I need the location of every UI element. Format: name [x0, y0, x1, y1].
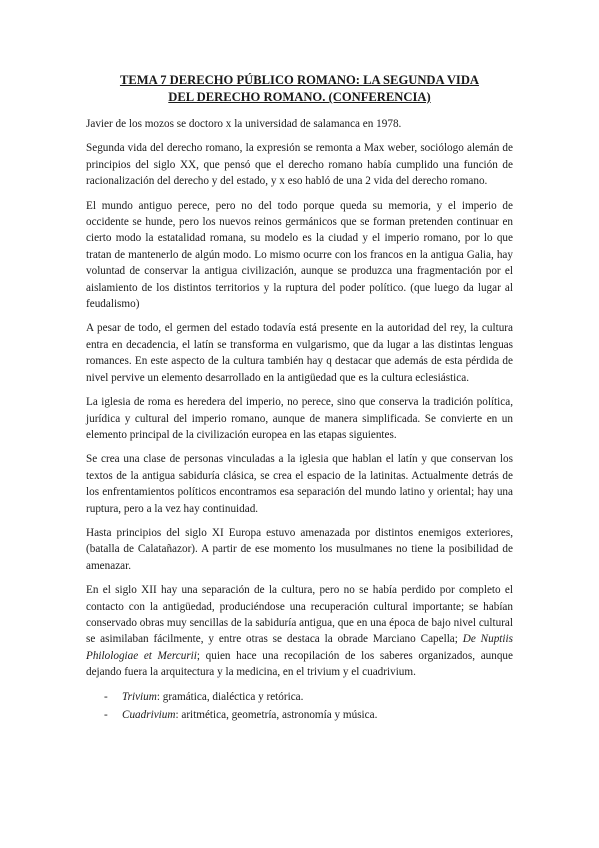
list-dash: - [104, 709, 108, 721]
paragraph-siglo-xi: Hasta principios del siglo XI Europa estuvo amenazada por distintos enemigos exteriores, (batalla de Calatañazor). A partir de ese momento los musulmanes no tiene la posibilidad de amenazar. [86, 526, 513, 572]
list-dash: - [104, 690, 108, 703]
list-term-trivium: Trivium [122, 690, 157, 703]
paragraph-mundo-antiguo: El mundo antiguo perece, pero no del todo porque queda su memoria, y el imperio de occidente se hunde, pero los nuevos reinos germánicos que se forman pretenden continuar en cierto modo la estatalidad romana, su modelo es la ciudad y el imperio romano, por lo que tratan de mantenerlo de algún modo. Lo mismo ocurre con los francos en la antigua Galia, hay voluntad de conservar la antigua civilización, aunque se produzca una fragmentación por el aislamiento de los distintos territorios y la ruptura del poder político. (que luego da lugar al feudalismo) [86, 199, 513, 311]
document-title [86, 72, 513, 106]
list-text-cuadrivium: : aritmética, geometría, astronomía y música. [175, 709, 378, 721]
paragraph-siglo-xii-part-b: ; quien hace una recopilación de los saberes organizados, aunque dejando fuera la arquitectura y la medicina, en el trivium y el cuadrivium. [86, 649, 513, 679]
paragraph-siglo-xii [86, 582, 513, 680]
list-item-cuadrivium [104, 707, 513, 723]
title-line-1: TEMA 7 DERECHO PÚBLICO ROMANO: LA SEGUNDA VIDA [119, 73, 480, 87]
paragraph-siglo-xii-part-a: En el siglo XII hay una separación de la cultura, pero no se había perdido por completo el contacto con la antigüedad, produciéndose una recuperación cultural importante; se habían conservado obras muy sencillas de la sabiduría antigua, que en una época de bajo nivel cultural se asimilaban fácilmente, y entre otras se destaca la obrade Marciano Capella; [86, 584, 513, 646]
list-item-trivium [104, 689, 513, 705]
paragraph-author: Javier de los mozos se doctoro x la universidad de salamanca en 1978. [86, 118, 402, 130]
paragraph-iglesia-roma: La iglesia de roma es heredera del imperio, no perece, sino que conserva la tradición política, jurídica y cultural del imperio romano, aunque de manera simplificada. Se convierte en un elemento principal de la civilización europea en las etapas siguientes. [86, 396, 513, 441]
paragraph-latinitas: Se crea una clase de personas vinculadas a la iglesia que hablan el latín y que conservan los textos de la antigua sabiduría clásica, se crea el espacio de la latinitas. Actualmente detrás de los enfrentamientos políticos encontramos esa separación del mundo latino y oriental; hay una ruptura, pero a la vez hay continuidad. [86, 453, 513, 515]
list-text-trivium: : gramática, dialéctica y retórica. [156, 690, 304, 703]
title-line-2: DEL DERECHO ROMANO. (CONFERENCIA) [168, 90, 431, 104]
artes-liberales-list [86, 689, 513, 724]
book-title-italic: De Nuptiis Philologiae et Mercurii [86, 633, 513, 662]
list-term-cuadrivium: Cuadrivium [122, 709, 176, 721]
paragraph-germen-estado: A pesar de todo, el germen del estado todavía está presente en la autoridad del rey, la cultura entra en decadencia, el latín se transforma en vulgarismo, que da lugar a las distintas lenguas romances. En este aspecto de la cultura también hay q destacar que además de esta pérdida de nivel pervive un elemento desarrollado en la antigüedad que es la cultura eclesiástica. [86, 322, 513, 384]
paragraph-weber: Segunda vida del derecho romano, la expresión se remonta a Max weber, sociólogo alemán de principios del siglo XX, que pensó que el derecho romano había cumplido una función de racionalización del derecho y del estado, y x eso habló de una 2 vida del derecho romano. [86, 142, 513, 188]
